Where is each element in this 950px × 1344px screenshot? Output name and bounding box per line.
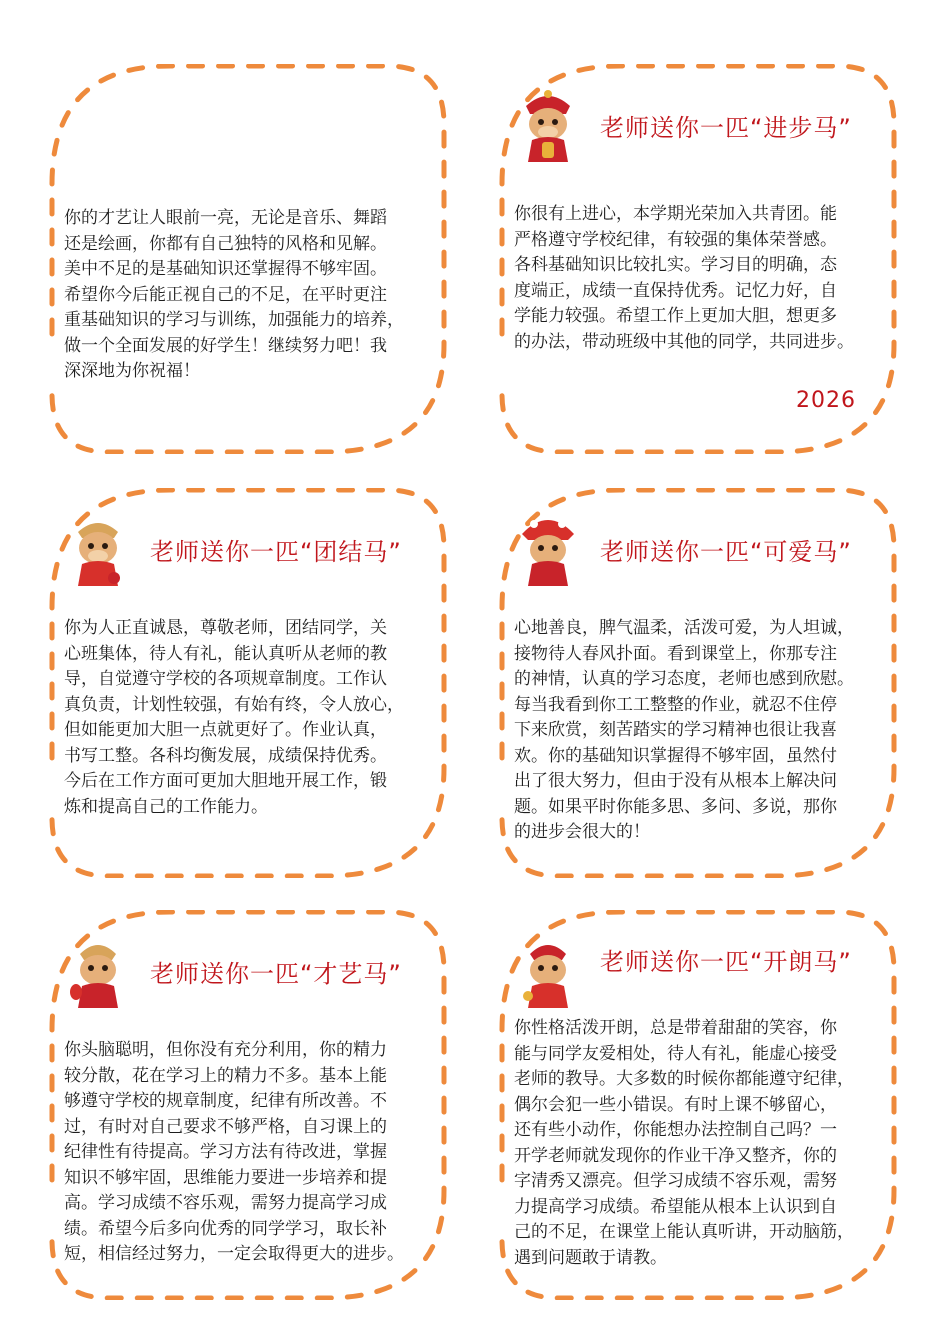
comment-card-6 <box>488 910 908 1300</box>
horse-mascot-icon <box>512 930 584 1012</box>
card-body-text: 你为人正直诚恳，尊敬老师，团结同学，关 心班集体，待人有礼，能认真听从老师的教 导，自觉遵守学校的各项规章制度。工作认 真负责，计划性较强，有始有终，令人放心， 但如能更加大胆一点就更好了。作业认真， 书写工整。各科均衡发展，成绩保持优秀。 今后在工作方面可更加大胆地开展工作，锻 炼和提高自己的工作能力。 <box>64 618 404 817</box>
card-title: 老师送你一匹“才艺马” <box>150 960 402 988</box>
card-body-text: 你的才艺让人眼前一亮，无论是音乐、舞蹈 还是绘画，你都有自己独特的风格和见解。 美中不足的是基础知识还掌握得不够牢固。 希望你今后能正视自己的不足，在平时更注 重基础知识的学习与训练，加强能力的培养， 做一个全面发展的好学生！继续努力吧！我 深深地为你祝福！ <box>64 208 404 381</box>
card-body-text: 心地善良，脾气温柔，活泼可爱，为人坦诚， 接物待人春风扑面。看到课堂上，你那专注 的神情，认真的学习态度，老师也感到欣慰。 每当我看到你工工整整的作业，就忍不住停 下来欣赏，刻苦踏实的学习精神也很让我喜 欢。你的基础知识掌握得不够牢固，虽然付 出了很大努力，但由于没有从根本上解决问 题。如果平时你能多思、多问、多说，那你 的进步会很大的！ <box>514 618 854 842</box>
card-body-text: 你很有上进心，本学期光荣加入共青团。能 严格遵守学校纪律，有较强的集体荣誉感。 各科基础知识比较扎实。学习目的明确，态 度端正，成绩一直保持优秀。记忆力好，自 学能力较强。希望工作上更加大胆，想更多 的办法，带动班级中其他的同学，共同进步。 <box>514 204 854 352</box>
horse-mascot-icon <box>62 930 134 1012</box>
comment-card-2 <box>488 64 908 454</box>
card-title: 老师送你一匹“团结马” <box>150 538 402 566</box>
card-title: 老师送你一匹“进步马” <box>600 114 852 142</box>
comment-card-1 <box>38 64 458 454</box>
card-body-text: 你头脑聪明，但你没有充分利用，你的精力 较分散，花在学习上的精力不多。基本上能 够遵守学校的规章制度，纪律有所改善。不 过，有时对自己要求不够严格，自习课上的 纪律性有待提高。学习方法有待改进，掌握 知识不够牢固，思维能力要进一步培养和提 高。学习成绩不容乐观，需努力提高学习成 绩。希望今后多向优秀的同学学习，取长补 短，相信经过努力，一定会取得更大的进步。 <box>64 1040 404 1264</box>
horse-mascot-icon <box>512 84 584 166</box>
card-title: 老师送你一匹“开朗马” <box>600 948 852 976</box>
comment-card-5 <box>38 910 458 1300</box>
card-body-text: 你性格活泼开朗，总是带着甜甜的笑容，你 能与同学友爱相处，待人有礼，能虚心接受 老师的教导。大多数的时候你都能遵守纪律， 偶尔会犯一些小错误。有时上课不够留心， 还有些小动作，你能想办法控制自己吗？一 开学老师就发现你的作业干净又整齐，你的 字清秀又漂亮。但学习成绩不容乐观，需努 力提高学习成绩。希望能从根本上认识到自 己的不足，在课堂上能认真听讲，开动脑筋， 遇到问题敢于请教。 <box>514 1018 854 1268</box>
comment-card-3 <box>38 488 458 878</box>
year-label: 2026 <box>796 388 856 413</box>
horse-mascot-icon <box>62 508 134 590</box>
card-title: 老师送你一匹“可爱马” <box>600 538 852 566</box>
comment-card-4 <box>488 488 908 878</box>
horse-mascot-icon <box>512 508 584 590</box>
